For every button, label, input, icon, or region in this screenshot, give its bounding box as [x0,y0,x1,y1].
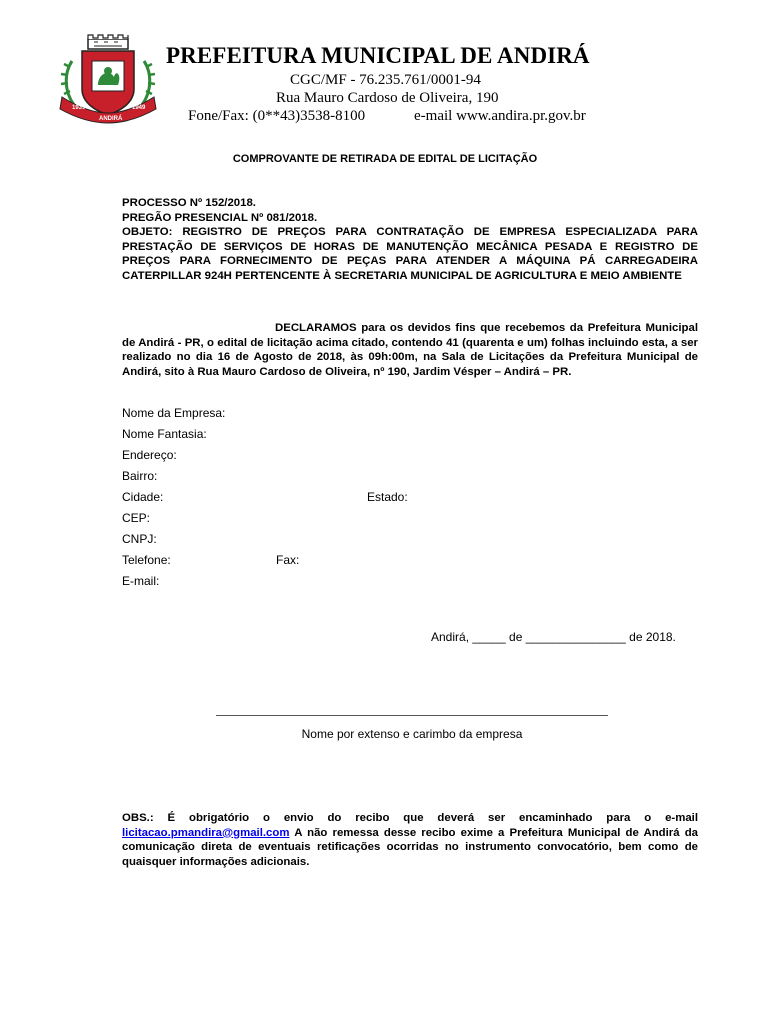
document-title: COMPROVANTE DE RETIRADA DE EDITAL DE LICITAÇÃO [232,153,538,165]
header-phone: Fone/Fax: (0**43)3538-8100 [188,108,366,124]
signature-line [216,715,608,716]
crest-year-left: 1939 [72,105,86,111]
processo-number: PROCESSO Nº 152/2018. [122,197,256,209]
field-city: Cidade: [122,490,164,504]
date-line: Andirá, _____ de _______________ de 2018. [431,630,676,644]
field-trade-name: Nome Fantasia: [122,427,207,441]
pregao-number: PREGÃO PRESENCIAL Nº 081/2018. [122,211,318,224]
field-address: Endereço: [122,448,177,462]
field-cep: CEP: [122,511,151,525]
obs-suffix: A não remessa desse recibo exime a Prefeitura Municipal de Andirá da comunicação direta de eventuais retificações ocorridas no instrumento convocatório, bem como de quaisquer informações adicionais. [122,826,698,868]
field-cnpj: CNPJ: [122,532,157,546]
field-fax: Fax: [276,553,300,567]
header-title: PREFEITURA MUNICIPAL DE ANDIRÁ [166,43,590,68]
process-block [122,196,698,284]
declaration-paragraph: DECLARAMOS para os devidos fins que recebemos da Prefeitura Municipal de Andirá - PR, o edital de licitação acima citado, contendo 41 (quarenta e um) folhas incluindo esta, a ser realizado no dia 16 de Agosto de 2018, às 09h:00m, na Sala de Licitações da Prefeitura Municipal de Andirá, sito à Rua Mauro Cardoso de Oliveira, nº 190, Jardim Vésper – Andirá – PR. [122,322,698,378]
obs-paragraph [122,811,698,869]
signature-label: Nome por extenso e carimbo da empresa [301,727,523,741]
field-phone: Telefone: [122,553,171,567]
objeto-text: OBJETO: REGISTRO DE PREÇOS PARA CONTRATAÇÃO DE EMPRESA ESPECIALIZADA PARA PRESTAÇÃO DE SERVIÇOS DE HORAS DE MANUTENÇÃO MECÂNICA PESADA E REGISTRO DE PREÇOS PARA FORNECIMENTO DE PEÇAS PARA ATENDER A MÁQUINA PÁ CARREGADEIRA CATERPILLAR 924H PERTENCENTE À SECRETARIA MUNICIPAL DE AGRICULTURA E MEIO AMBIENTE [122,226,698,282]
municipal-crest-logo [58,33,158,125]
field-state: Estado: [367,490,408,504]
field-neighborhood: Bairro: [122,469,158,483]
crest-year-right: 1949 [132,105,146,111]
obs-prefix: OBS.: É obrigatório o envio do recibo que deverá ser encaminhado para o e-mail [122,812,698,824]
field-email: E-mail: [122,574,160,588]
header-address: Rua Mauro Cardoso de Oliveira, 190 [276,90,499,106]
field-company-name: Nome da Empresa: [122,406,226,420]
crest-ribbon-name: ANDIRÁ [99,116,123,122]
obs-email-link[interactable]: licitacao.pmandira@gmail.com [122,826,290,839]
header-cgc: CGC/MF - 76.235.761/0001-94 [290,72,481,88]
header-email-site: e-mail www.andira.pr.gov.br [414,108,586,124]
